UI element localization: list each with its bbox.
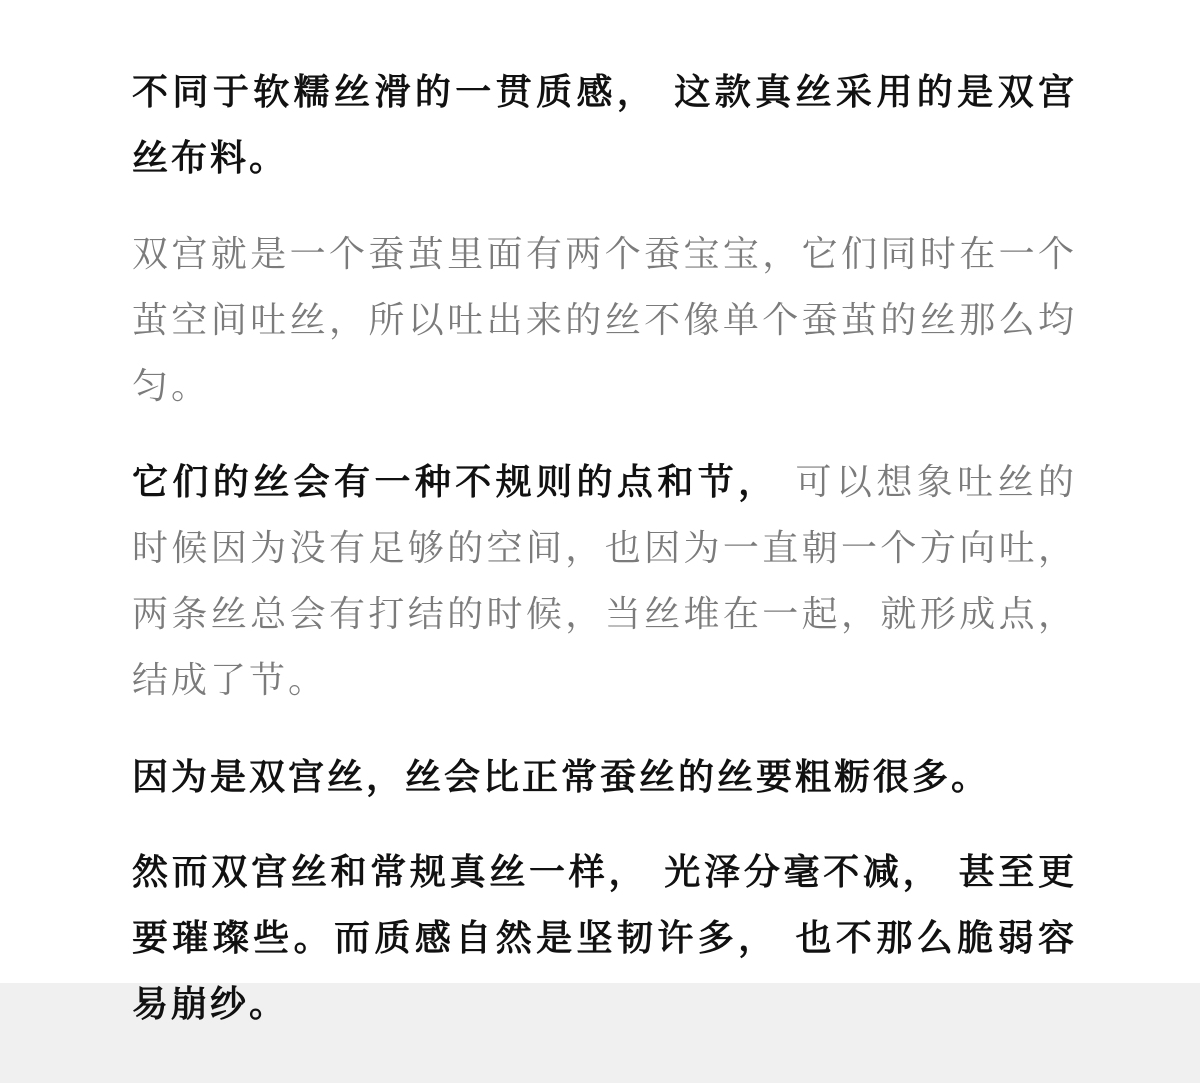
paragraph-luster-and-strength: 然而双宫丝和常规真丝一样， 光泽分毫不减， 甚至更要璀璨些。而质感自然是坚韧许多， 也不那么脆弱容易崩纱。 [132, 852, 1077, 1025]
paragraph-intro: 不同于软糯丝滑的一贯质感， 这款真丝采用的是双宫丝布料。 [132, 72, 1077, 179]
paragraph-double-cocoon-explanation: 双宫就是一个蚕茧里面有两个蚕宝宝，它们同时在一个茧空间吐丝，所以吐出来的丝不像单个蚕茧的丝那么均匀。 [132, 234, 1077, 407]
paragraph-coarseness: 因为是双宫丝，丝会比正常蚕丝的丝要粗粝很多。 [132, 757, 991, 798]
paragraph-slubs-and-knots [132, 450, 1077, 714]
paragraph-slubs-detail: 可以想象吐丝的时候因为没有足够的空间，也因为一直朝一个方向吐，两条丝总会有打结的时候，当丝堆在一起，就形成点，结成了节。 [132, 462, 1077, 701]
paragraph-slubs-lead: 它们的丝会有一种不规则的点和节， [132, 462, 796, 503]
